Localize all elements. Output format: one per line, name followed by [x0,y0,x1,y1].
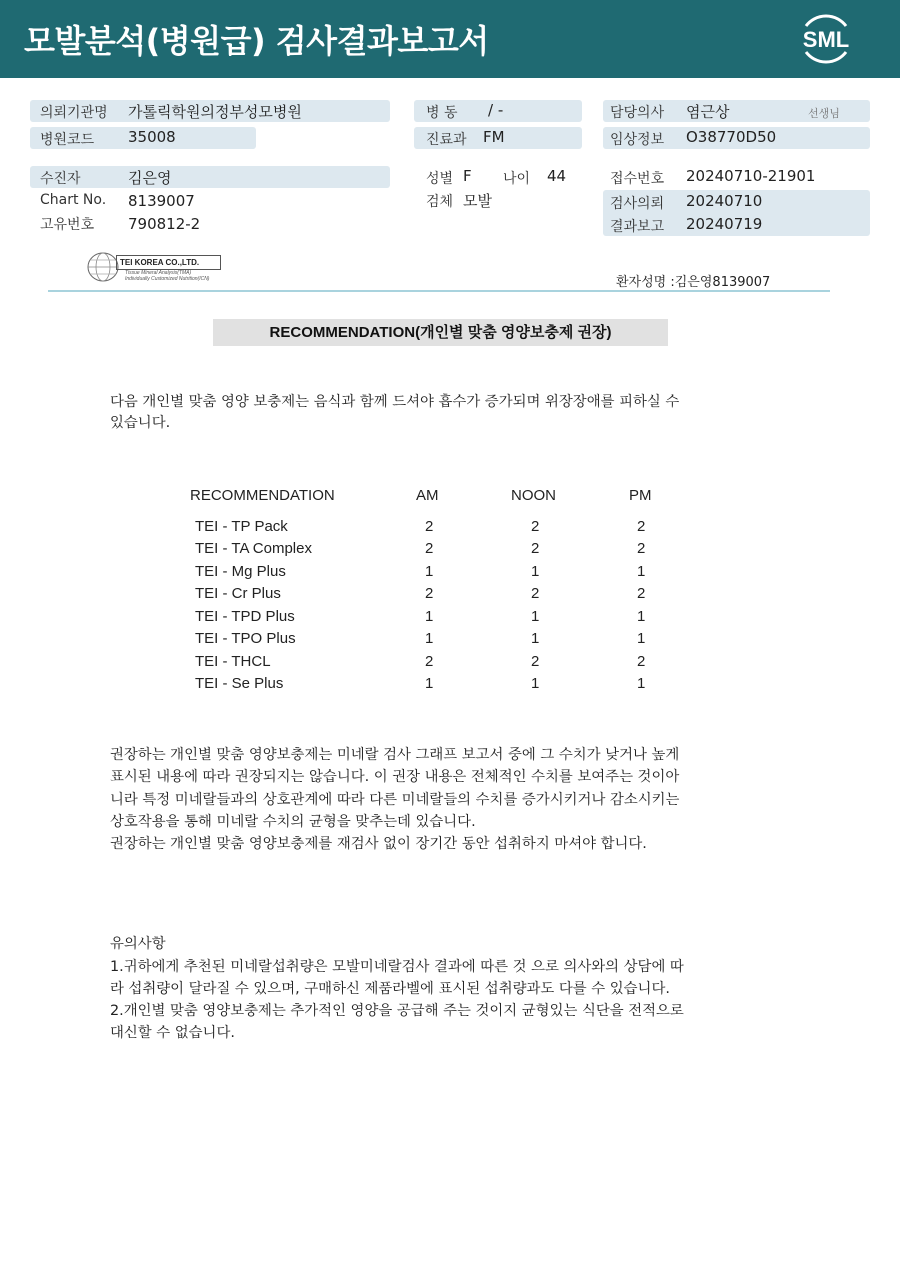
row-name: TEI - Se Plus [195,675,284,692]
note-line-3: 니라 특정 미네랄들과의 상호관계에 따라 다른 미네랄들의 수치를 증가시키거나 감소시키는 [110,792,680,808]
uid-label: 고유번호 [40,217,95,233]
tei-logo-sub2: Individually Customized Nutrition(ICN) [125,276,210,282]
dept-value: FM [483,128,505,146]
row-noon: 1 [531,608,540,625]
report-title: 모발분석(병원급) 검사결과보고서 [24,22,489,60]
row-pm: 2 [637,653,646,670]
note-line-1: 권장하는 개인별 맞춤 영양보충제는 미네랄 검사 그래프 보고서 중에 그 수치가 낮거나 높게 [110,747,680,763]
divider-rule [48,290,830,292]
table-header-noon: NOON [511,487,556,504]
row-pm: 1 [637,675,646,692]
row-noon: 2 [531,585,540,602]
sex-label: 성별 [426,171,454,187]
request-label: 검사의뢰 [610,196,665,212]
row-name: TEI - TP Pack [195,518,288,535]
note-line-4: 상호작용을 통해 미네랄 수치의 균형을 맞추는데 있습니다. [110,814,476,830]
report-value: 20240719 [686,215,763,233]
report-label: 결과보고 [610,219,665,235]
row-pm: 2 [637,518,646,535]
chart-value: 8139007 [128,192,195,210]
clinical-value: O38770D50 [686,128,777,146]
row-pm: 1 [637,608,646,625]
caution-line-1: 1.귀하에게 추천된 미네랄섭취량은 모발미네랄검사 결과에 따른 것 으로 의사와의 상담에 따 [110,959,684,975]
ward-value: / - [488,101,504,119]
sml-logo-text: SML [802,27,850,52]
caution-line-3: 2.개인별 맞춤 영양보충제는 추가적인 영양을 공급해 주는 것이지 균형있는 식단을 전적으로 [110,1003,684,1019]
row-noon: 2 [531,653,540,670]
clinical-label: 임상정보 [610,132,665,148]
age-label: 나이 [503,171,531,187]
sex-value: F [463,167,472,185]
doctor-suffix: 선생님 [808,107,840,120]
row-am: 2 [425,653,434,670]
row-name: TEI - Cr Plus [195,585,281,602]
doctor-label: 담당의사 [610,105,665,121]
row-pm: 2 [637,540,646,557]
row-pm: 2 [637,585,646,602]
report-header [0,0,900,78]
table-header-am: AM [416,487,439,504]
note-line-5: 권장하는 개인별 맞춤 영양보충제를 재검사 없이 장기간 동안 섭취하지 마셔야 합니다. [110,836,647,852]
row-am: 2 [425,585,434,602]
tei-logo-name: TEI KOREA CO.,LTD. [116,255,221,270]
row-am: 1 [425,563,434,580]
row-noon: 1 [531,563,540,580]
recommendation-title: RECOMMENDATION(개인별 맞춤 영양보충제 권장) [213,319,668,346]
age-value: 44 [547,167,567,185]
specimen-label: 검체 [426,194,454,210]
institution-value: 가톨릭학원의정부성모병원 [128,103,302,121]
receipt-label: 접수번호 [610,171,665,187]
row-am: 1 [425,630,434,647]
table-header-pm: PM [629,487,652,504]
table-header-recommendation: RECOMMENDATION [190,487,335,504]
doctor-value: 염근상 [686,103,730,121]
row-pm: 1 [637,630,646,647]
row-am: 2 [425,540,434,557]
intro-line-2: 있습니다. [110,415,171,431]
globe-icon [86,251,120,283]
row-noon: 2 [531,518,540,535]
row-noon: 1 [531,630,540,647]
uid-value: 790812-2 [128,215,201,233]
patient-name-line: 환자성명 :김은영8139007 [616,275,771,290]
dept-label: 진료과 [426,132,467,148]
row-name: TEI - Mg Plus [195,563,286,580]
patient-bar [30,166,390,188]
caution-heading: 유의사항 [110,936,166,952]
row-am: 2 [425,518,434,535]
caution-line-2: 라 섭취량이 달라질 수 있으며, 구매하신 제품라벨에 표시된 섭취량과도 다를 수 있습니다. [110,981,670,997]
request-value: 20240710 [686,192,763,210]
patient-label: 수진자 [40,171,81,187]
hospital-code-value: 35008 [128,128,176,146]
row-am: 1 [425,675,434,692]
patient-value: 김은영 [128,169,172,187]
row-pm: 1 [637,563,646,580]
row-name: TEI - THCL [195,653,271,670]
note-line-2: 표시된 내용에 따라 권장되지는 않습니다. 이 권장 내용은 전체적인 수치를 보여주는 것이아 [110,769,680,785]
caution-line-4: 대신할 수 없습니다. [110,1025,235,1041]
row-noon: 1 [531,675,540,692]
chart-label: Chart No. [40,192,107,208]
tei-logo-sub1: Tissue Mineral Analysis(TMA) [125,270,192,276]
row-noon: 2 [531,540,540,557]
row-name: TEI - TPO Plus [195,630,296,647]
institution-label: 의뢰기관명 [40,105,108,121]
ward-label: 병 동 [426,105,458,121]
row-am: 1 [425,608,434,625]
sml-logo [796,10,856,68]
row-name: TEI - TA Complex [195,540,312,557]
tei-logo [86,250,221,284]
intro-line-1: 다음 개인별 맞춤 영양 보충제는 음식과 함께 드셔야 흡수가 증가되며 위장장애를 피하실 수 [110,394,680,410]
specimen-value: 모발 [463,192,492,210]
hospital-code-label: 병원코드 [40,132,95,148]
tei-logo-sub [125,270,209,282]
row-name: TEI - TPD Plus [195,608,295,625]
receipt-value: 20240710-21901 [686,167,816,185]
